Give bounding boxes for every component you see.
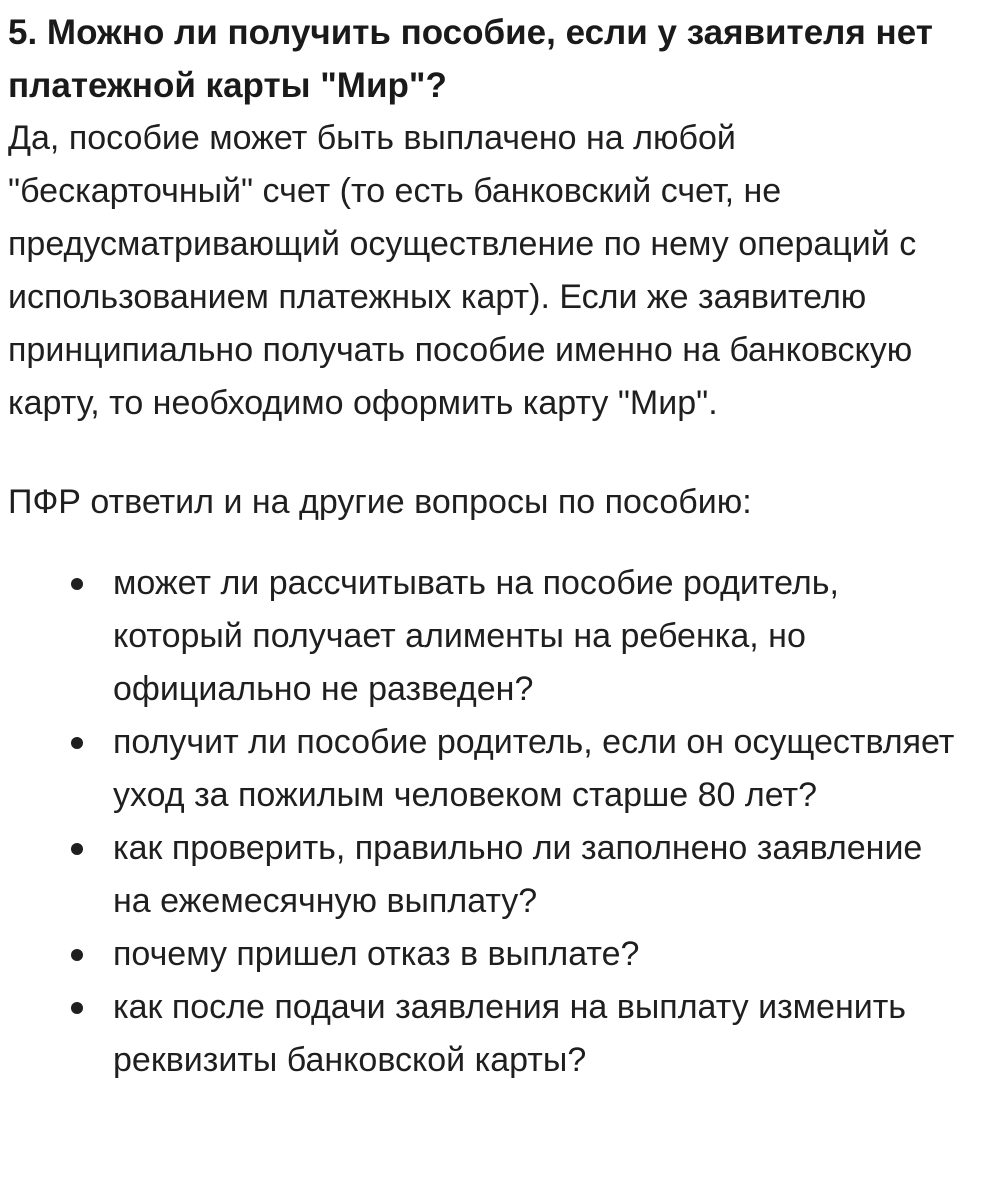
list-item	[8, 716, 966, 822]
list-item-text: получит ли пособие родитель, если он осуществляет уход за пожилым человеком старше 80 лет?	[113, 723, 955, 814]
list-item	[8, 981, 966, 1087]
bullet-icon	[71, 949, 83, 961]
intro-paragraph: ПФР ответил и на другие вопросы по пособию:	[8, 483, 752, 521]
question-heading: 5. Можно ли получить пособие, если у заявителя нет платежной карты "Мир"?	[8, 13, 933, 105]
list-item-text: почему пришел отказ в выплате?	[113, 935, 640, 973]
bullet-icon	[71, 1002, 83, 1014]
bullet-icon	[71, 843, 83, 855]
bullet-icon	[71, 578, 83, 590]
list-item-text: как после подачи заявления на выплату изменить реквизиты банковской карты?	[113, 988, 907, 1079]
bullet-icon	[71, 737, 83, 749]
list-item	[8, 557, 966, 716]
questions-list	[8, 557, 966, 1087]
list-item	[8, 822, 966, 928]
list-item	[8, 928, 966, 981]
list-item-text: может ли рассчитывать на пособие родитель, который получает алименты на ребенка, но официально не разведен?	[113, 564, 839, 708]
answer-paragraph: Да, пособие может быть выплачено на любой "бескарточный" счет (то есть банковский счет, не предусматривающий осуществление по нему операций с использованием платежных карт). Если же заявителю принципиально получать пособие именно на банковскую карту, то необходимо оформить карту "Мир".	[8, 119, 917, 422]
list-item-text: как проверить, правильно ли заполнено заявление на ежемесячную выплату?	[113, 829, 923, 920]
